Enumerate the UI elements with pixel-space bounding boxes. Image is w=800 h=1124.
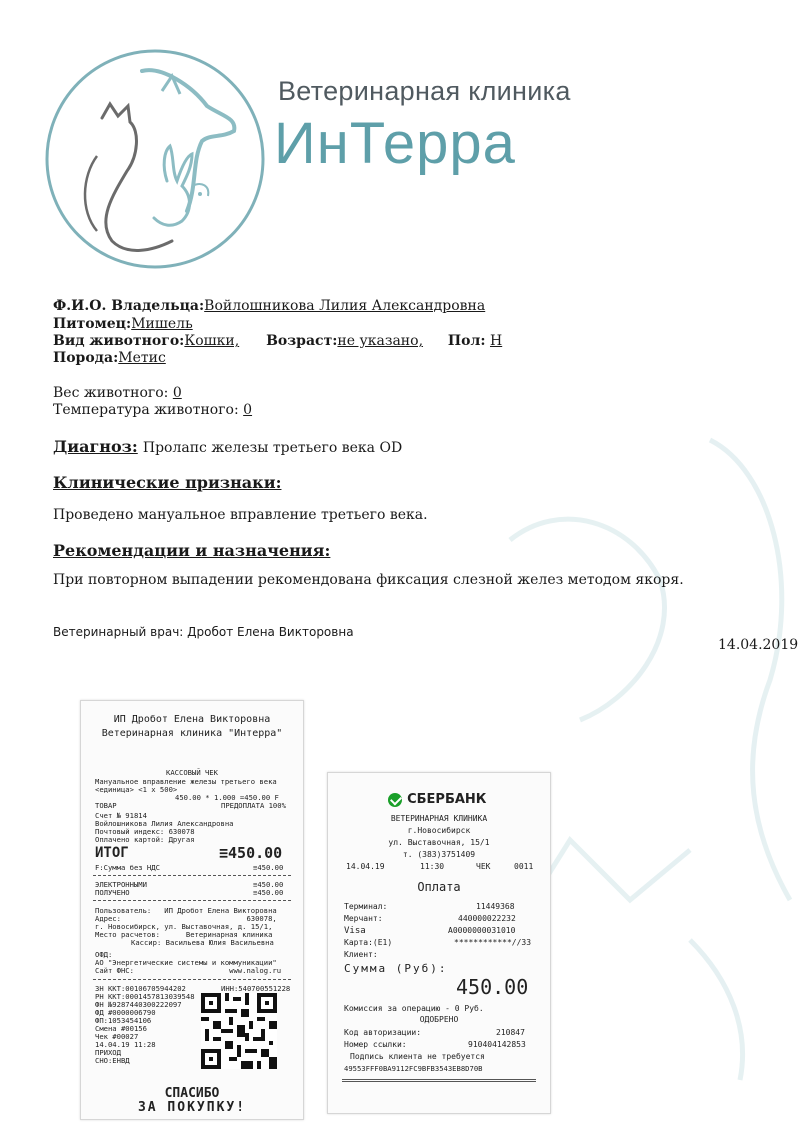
slip-auth-code: 210847 bbox=[496, 1028, 525, 1037]
qr-code-icon bbox=[201, 993, 277, 1069]
age-value: не указано, bbox=[337, 333, 424, 349]
receipt-postcode: Почтовый индекс: 630078 bbox=[95, 827, 195, 836]
recommendations-text: При повторном выпадении рекомендована фиксация слезной желез методом якоря. bbox=[53, 572, 684, 588]
receipt-shift: Смена #00156 bbox=[95, 1024, 147, 1033]
receipt-seller: ИП Дробот Елена Викторовна bbox=[113, 714, 271, 725]
clinical-signs-heading: Клинические признаки: bbox=[53, 473, 282, 492]
weight-label: Вес животного: bbox=[53, 385, 169, 401]
slip-aid: A0000000031010 bbox=[448, 926, 516, 935]
logo-animals-icon bbox=[42, 46, 268, 272]
receipt-electronic-label: ЭЛЕКТРОННЫМИ bbox=[95, 880, 147, 889]
slip-ref-no: 910404142853 bbox=[468, 1040, 526, 1049]
receipt-received-label: ПОЛУЧЕНО bbox=[95, 888, 130, 897]
slip-approved: ОДОБРЕНО bbox=[419, 1015, 459, 1024]
receipt-cashier: Кассир: Васильева Юлия Васильевна bbox=[131, 938, 274, 947]
sex-value: Н bbox=[489, 333, 503, 349]
slip-time: 11:30 bbox=[420, 862, 445, 871]
receipt-datetime: 14.04.19 11:28 bbox=[95, 1040, 156, 1049]
slip-auth-label: Код авторизации: bbox=[344, 1028, 422, 1037]
pet-value: Мишель bbox=[131, 316, 193, 332]
temperature-value: 0 bbox=[243, 402, 253, 418]
receipt-inn: ИНН:540700551228 bbox=[221, 984, 291, 993]
slip-merchant: ВЕТЕРИНАРНАЯ КЛИНИКА bbox=[390, 814, 488, 823]
receipt-unit: <единица> <1 x 500> bbox=[95, 785, 178, 794]
slip-signature-note: Подпись клиента не требуется bbox=[350, 1052, 485, 1061]
recommendations-heading: Рекомендации и назначения: bbox=[53, 541, 331, 560]
receipt-fp: ФП:1053454106 bbox=[95, 1016, 152, 1025]
temperature-label: Температура животного: bbox=[53, 402, 239, 418]
slip-date: 14.04.19 bbox=[346, 862, 385, 871]
doctor-label: Ветеринарный врач: bbox=[53, 625, 184, 639]
receipt-user: Пользователь: ИП Дробот Елена Викторовна bbox=[95, 906, 277, 915]
pet-row bbox=[53, 316, 193, 332]
receipt-prepay: ПРЕДОПЛАТА 100% bbox=[221, 801, 286, 810]
weight-row bbox=[53, 385, 182, 401]
receipt-ofd: АО "Энергетические системы и коммуникации" bbox=[95, 958, 277, 967]
slip-check-label: ЧЕК bbox=[476, 862, 491, 871]
owner-value: Войлошникова Лилия Александровна bbox=[204, 298, 486, 314]
species-row bbox=[53, 333, 502, 349]
slip-card-type: Visa bbox=[344, 926, 366, 936]
receipt-check-no: Чек #00027 bbox=[95, 1032, 139, 1041]
owner-row bbox=[53, 298, 485, 314]
slip-card-label: Карта:(E1) bbox=[344, 938, 393, 947]
receipt-item: Мануальное вправление железы третьего века bbox=[95, 777, 277, 786]
receipt-goods: ТОВАР bbox=[95, 801, 117, 810]
slip-street: ул. Выставочная, 15/1 bbox=[388, 838, 490, 847]
slip-card-mask: ************//33 bbox=[454, 938, 532, 947]
slip-phone: т. (383)3751409 bbox=[402, 850, 476, 859]
sberbank-icon bbox=[388, 793, 402, 807]
receipt-account: Счет № 91814 bbox=[95, 811, 147, 820]
clinic-subtitle: Ветеринарная клиника bbox=[278, 76, 571, 106]
doctor-name: Дробот Елена Викторовна bbox=[187, 625, 354, 639]
slip-sum-value: 450.00 bbox=[456, 975, 529, 999]
receipt-fd: ФД #0000006790 bbox=[95, 1008, 156, 1017]
slip-check-no: 0011 bbox=[514, 862, 534, 871]
receipt-total-label: ИТОГ bbox=[95, 845, 129, 861]
doctor-row bbox=[53, 625, 354, 639]
receipt-total-value: ≡450.00 bbox=[219, 844, 283, 862]
receipt-kkt-reg: РН ККТ:0001457813039548 bbox=[95, 992, 195, 1001]
receipt-electronic-value: ≡450.00 bbox=[253, 880, 284, 889]
slip-city: г.Новосибирск bbox=[407, 826, 471, 835]
receipt-type: КАССОВЫЙ ЧЕК bbox=[166, 768, 218, 777]
slip-operation: Оплата bbox=[417, 880, 461, 894]
species-value: Кошки, bbox=[184, 333, 240, 349]
receipt-kkt-serial: ЗН ККТ:00106705944202 bbox=[95, 984, 186, 993]
receipt-tax-system: СНО:ЕНВД bbox=[95, 1056, 130, 1065]
receipt-fns-site: Сайт ФНС: www.nalog.ru bbox=[95, 966, 282, 975]
age-label: Возраст: bbox=[266, 333, 338, 349]
receipt-for-purchase: ЗА ПОКУПКУ! bbox=[137, 1100, 247, 1115]
clinic-name: ИнТерра bbox=[274, 111, 516, 176]
sex-label: Пол: bbox=[447, 333, 486, 349]
receipt-vat-value: ≡450.00 bbox=[253, 863, 284, 872]
breed-label: Порода: bbox=[53, 350, 119, 366]
diagnosis-value: Пролапс железы третьего века OD bbox=[142, 440, 403, 456]
owner-label: Ф.И.О. Владельца: bbox=[53, 298, 205, 314]
sberbank-name: СБЕРБАНК bbox=[407, 792, 487, 807]
receipt-calc: 450.00 * 1.000 =450.00 F bbox=[175, 793, 279, 802]
document-date: 14.04.2019 bbox=[718, 637, 799, 653]
clinic-logo bbox=[42, 46, 268, 272]
receipt-thanks: СПАСИБО bbox=[164, 1086, 220, 1101]
slip-terminal-label: Терминал: bbox=[344, 902, 388, 911]
receipt-received-value: ≡450.00 bbox=[253, 888, 284, 897]
card-payment-slip bbox=[327, 772, 551, 1114]
slip-client-label: Клиент: bbox=[344, 950, 378, 959]
breed-value: Метис bbox=[118, 350, 166, 366]
receipt-place: Место расчетов: Ветеринарная клиника bbox=[95, 930, 273, 939]
receipt-clinic: Ветеринарная клиника "Интерра" bbox=[101, 728, 283, 739]
slip-commission: Комиссия за операцию - 0 Руб. bbox=[344, 1004, 484, 1013]
temperature-row bbox=[53, 402, 252, 418]
breed-row bbox=[53, 350, 166, 366]
sberbank-logo bbox=[388, 789, 486, 808]
weight-value: 0 bbox=[172, 385, 182, 401]
pet-label: Питомец: bbox=[53, 316, 132, 332]
diagnosis-label: Диагноз: bbox=[53, 437, 138, 456]
receipt-ofd-label: ОФД: bbox=[95, 950, 113, 959]
slip-hash: 49553FFF0BA9112FC9BFB3543EB8D70B bbox=[344, 1064, 483, 1073]
receipt-vat-label: F:Сумма без НДС bbox=[95, 863, 160, 872]
slip-merchant-label: Мерчант: bbox=[344, 914, 383, 923]
receipt-address-label: Адрес: 630078, bbox=[95, 914, 277, 923]
cash-receipt bbox=[80, 700, 304, 1120]
receipt-income: ПРИХОД bbox=[95, 1048, 121, 1057]
receipt-fn: ФН №9287440300222097 bbox=[95, 1000, 182, 1009]
slip-merchant-value: 440000022232 bbox=[458, 914, 516, 923]
slip-sum-label: Сумма (Руб): bbox=[344, 962, 448, 975]
slip-terminal-value: 11449368 bbox=[476, 902, 515, 911]
receipt-address: г. Новосибирск, ул. Выставочная, д. 15/1, bbox=[95, 922, 273, 931]
clinical-signs-text: Проведено мануальное вправление третьего века. bbox=[53, 507, 428, 523]
receipt-paid-by: Оплачено картой: Другая bbox=[95, 835, 195, 844]
slip-ref-label: Номер ссылки: bbox=[344, 1040, 407, 1049]
species-label: Вид животного: bbox=[53, 333, 185, 349]
receipt-customer: Войлошникова Лилия Александровна bbox=[95, 819, 234, 828]
diagnosis-row bbox=[53, 437, 402, 456]
